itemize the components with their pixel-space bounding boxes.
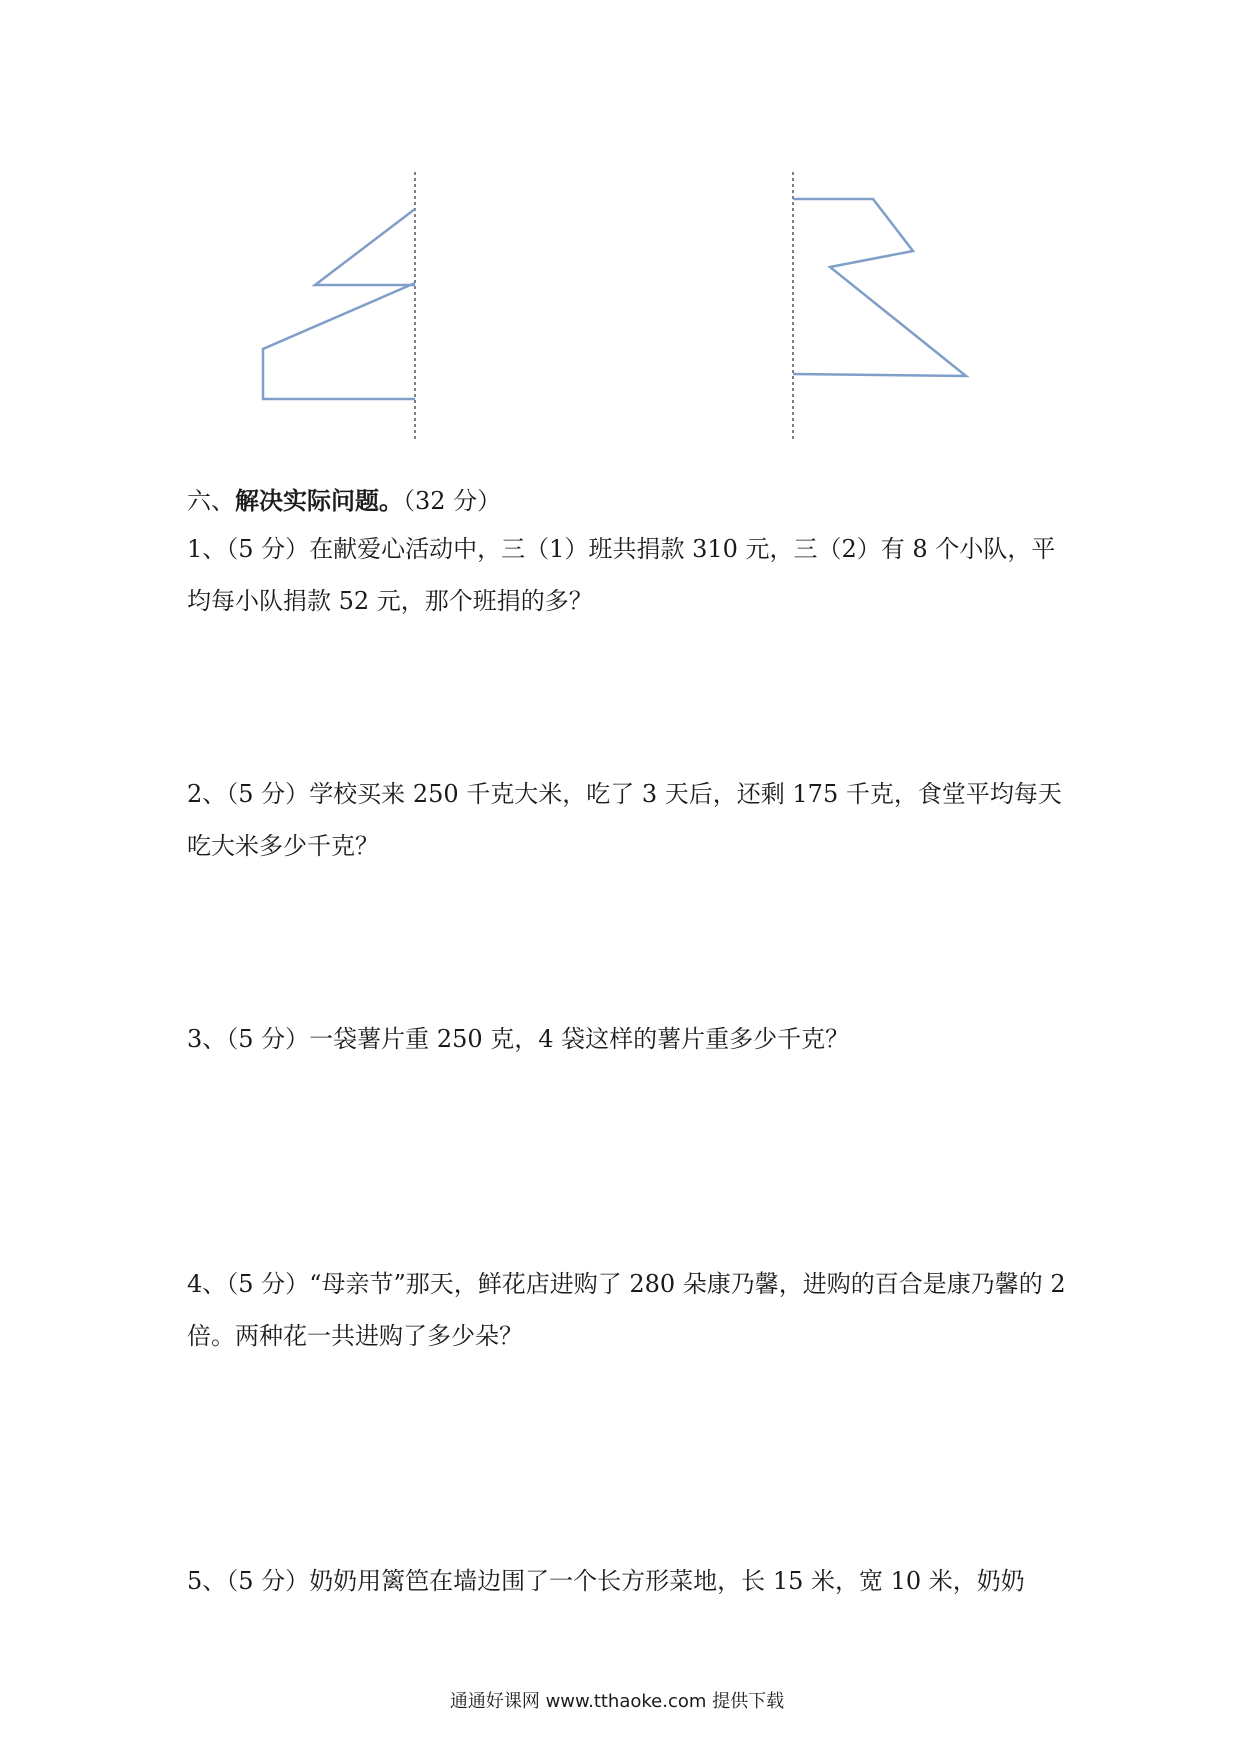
question-number: 2、 xyxy=(187,780,227,808)
question-4 xyxy=(187,1258,1067,1362)
section-title: 解决实际问题。 xyxy=(235,486,403,515)
question-points: （5 分） xyxy=(226,1025,310,1053)
question-points: （5 分） xyxy=(226,535,310,563)
left-half-shape-bottom xyxy=(263,283,415,399)
section-number: 六、 xyxy=(187,487,235,515)
question-number: 4、 xyxy=(187,1270,227,1298)
question-text: 在献爱心活动中，三（1）班共捐款 310 元，三（2）有 8 个小队，平均每小队捐款 52 元，那个班捐的多？ xyxy=(187,535,1056,615)
question-text: 学校买来 250 千克大米，吃了 3 天后，还剩 175 千克，食堂平均每天吃大米多少千克？ xyxy=(187,780,1062,860)
question-points: （5 分） xyxy=(226,1567,310,1595)
section-points: （32 分） xyxy=(403,487,502,515)
question-number: 3、 xyxy=(187,1025,227,1053)
symmetry-figures xyxy=(0,0,1234,460)
question-points: （5 分） xyxy=(226,1270,310,1298)
left-half-shape-top xyxy=(315,209,415,285)
question-text: “母亲节”那天，鲜花店进购了 280 朵康乃馨，进购的百合是康乃馨的 2 倍。两种花一共进购了多少朵？ xyxy=(187,1270,1066,1350)
page-footer: 通通好课网 www.tthaoke.com 提供下载 xyxy=(449,1691,785,1712)
question-5 xyxy=(187,1555,1067,1607)
right-half-shape xyxy=(793,199,966,376)
question-2 xyxy=(187,768,1067,872)
question-3 xyxy=(187,1013,1067,1065)
question-number: 1、 xyxy=(187,535,227,563)
section-heading xyxy=(187,485,501,517)
question-text: 一袋薯片重 250 克，4 袋这样的薯片重多少千克？ xyxy=(309,1025,850,1053)
question-1 xyxy=(187,523,1067,627)
question-text: 奶奶用篱笆在墙边围了一个长方形菜地，长 15 米，宽 10 米，奶奶 xyxy=(309,1567,1025,1595)
question-points: （5 分） xyxy=(226,780,310,808)
question-number: 5、 xyxy=(187,1567,227,1595)
